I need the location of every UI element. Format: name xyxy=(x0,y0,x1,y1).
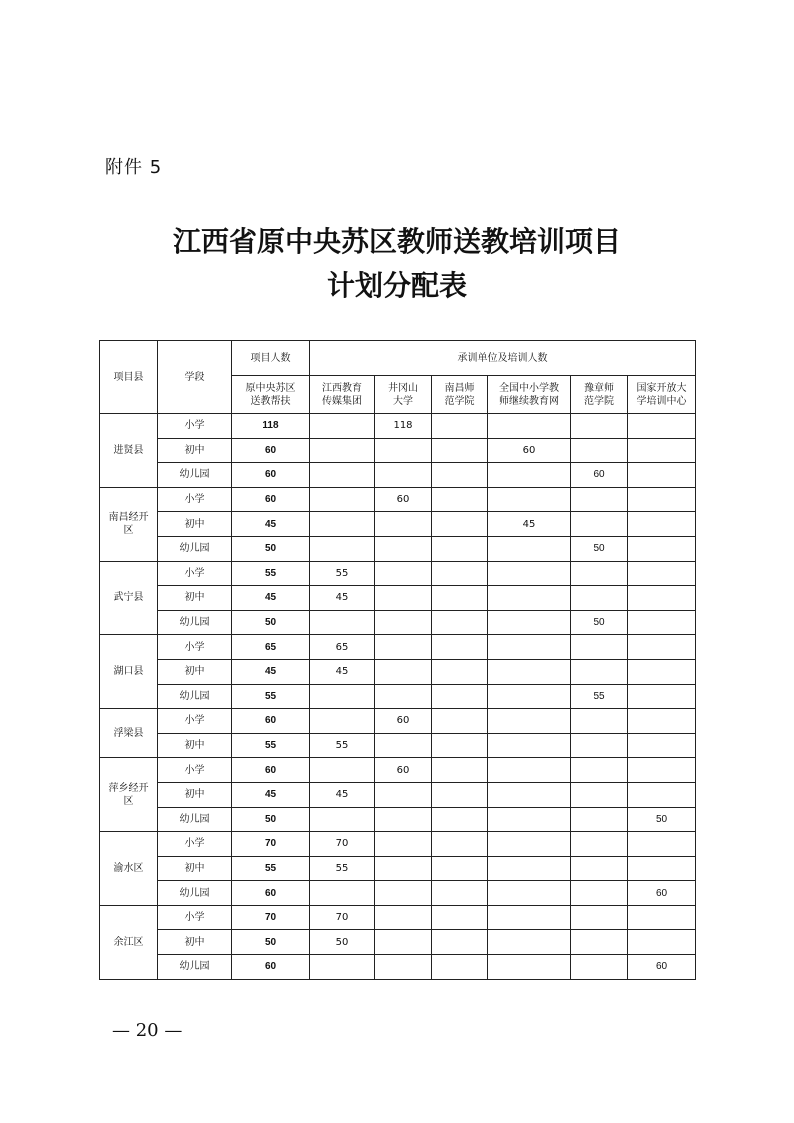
unit-count-cell xyxy=(375,536,432,561)
table-row xyxy=(100,586,696,611)
county-cell: 武宁县 xyxy=(100,561,158,635)
unit-count-cell xyxy=(432,758,488,783)
unit-count-cell: 65 xyxy=(310,635,375,660)
unit-count-cell xyxy=(375,659,432,684)
unit-count-cell xyxy=(310,684,375,709)
unit-count-cell xyxy=(488,930,571,955)
total-cell: 60 xyxy=(232,955,310,980)
unit-count-cell xyxy=(628,832,696,857)
unit-count-cell xyxy=(628,905,696,930)
header-count: 项目人数 xyxy=(232,341,310,376)
county-cell: 渝水区 xyxy=(100,832,158,906)
unit-count-cell xyxy=(628,635,696,660)
unit-count-cell: 45 xyxy=(310,782,375,807)
table-body xyxy=(100,414,696,980)
unit-count-cell: 50 xyxy=(310,930,375,955)
unit-count-cell xyxy=(571,635,628,660)
unit-count-cell: 70 xyxy=(310,905,375,930)
unit-count-cell xyxy=(375,610,432,635)
stage-cell: 小学 xyxy=(158,709,232,734)
unit-count-cell: 55 xyxy=(310,561,375,586)
unit-count-cell xyxy=(488,561,571,586)
unit-count-cell xyxy=(432,487,488,512)
unit-count-cell xyxy=(628,758,696,783)
table-row xyxy=(100,955,696,980)
unit-count-cell xyxy=(571,807,628,832)
unit-count-cell: 60 xyxy=(488,438,571,463)
unit-count-cell: 60 xyxy=(375,709,432,734)
county-cell: 萍乡经开 区 xyxy=(100,758,158,832)
county-cell: 余江区 xyxy=(100,905,158,979)
attachment-label: 附件 5 xyxy=(105,157,163,178)
total-cell: 45 xyxy=(232,659,310,684)
unit-count-cell: 50 xyxy=(571,536,628,561)
unit-count-cell xyxy=(310,955,375,980)
header-unit: 国家开放大 学培训中心 xyxy=(628,376,696,414)
unit-count-cell xyxy=(432,930,488,955)
county-cell: 湖口县 xyxy=(100,635,158,709)
unit-count-cell xyxy=(628,463,696,488)
unit-count-cell xyxy=(628,561,696,586)
total-cell: 55 xyxy=(232,856,310,881)
total-cell: 60 xyxy=(232,463,310,488)
total-cell: 50 xyxy=(232,930,310,955)
unit-count-cell xyxy=(488,635,571,660)
unit-count-cell xyxy=(375,635,432,660)
unit-count-cell: 45 xyxy=(310,586,375,611)
table-row xyxy=(100,758,696,783)
unit-count-cell xyxy=(432,733,488,758)
unit-count-cell xyxy=(628,414,696,439)
unit-count-cell xyxy=(488,905,571,930)
stage-cell: 初中 xyxy=(158,782,232,807)
unit-count-cell xyxy=(375,733,432,758)
unit-count-cell xyxy=(628,438,696,463)
unit-count-cell: 45 xyxy=(488,512,571,537)
table-row xyxy=(100,684,696,709)
unit-count-cell xyxy=(488,832,571,857)
unit-count-cell: 50 xyxy=(628,807,696,832)
unit-count-cell xyxy=(488,487,571,512)
stage-cell: 小学 xyxy=(158,832,232,857)
table-row xyxy=(100,561,696,586)
unit-count-cell: 70 xyxy=(310,832,375,857)
unit-count-cell xyxy=(375,463,432,488)
unit-count-cell xyxy=(571,758,628,783)
total-cell: 45 xyxy=(232,782,310,807)
table-row xyxy=(100,733,696,758)
unit-count-cell xyxy=(375,905,432,930)
unit-count-cell xyxy=(488,684,571,709)
unit-count-cell: 60 xyxy=(375,758,432,783)
stage-cell: 小学 xyxy=(158,758,232,783)
stage-cell: 初中 xyxy=(158,733,232,758)
unit-count-cell xyxy=(571,659,628,684)
total-cell: 70 xyxy=(232,832,310,857)
unit-count-cell xyxy=(571,955,628,980)
header-county: 项目县 xyxy=(100,341,158,414)
unit-count-cell xyxy=(432,832,488,857)
unit-count-cell xyxy=(310,758,375,783)
unit-count-cell: 55 xyxy=(571,684,628,709)
unit-count-cell xyxy=(432,782,488,807)
unit-count-cell xyxy=(432,905,488,930)
total-cell: 55 xyxy=(232,733,310,758)
header-stage: 学段 xyxy=(158,341,232,414)
unit-count-cell xyxy=(628,733,696,758)
county-cell: 浮梁县 xyxy=(100,709,158,758)
unit-count-cell xyxy=(375,955,432,980)
unit-count-cell xyxy=(488,881,571,906)
total-cell: 60 xyxy=(232,881,310,906)
unit-count-cell xyxy=(375,512,432,537)
table-row xyxy=(100,536,696,561)
total-cell: 65 xyxy=(232,635,310,660)
unit-count-cell xyxy=(375,856,432,881)
stage-cell: 小学 xyxy=(158,414,232,439)
unit-count-cell: 60 xyxy=(628,955,696,980)
county-cell: 南昌经开 区 xyxy=(100,487,158,561)
unit-count-cell xyxy=(310,512,375,537)
unit-count-cell xyxy=(488,807,571,832)
unit-count-cell xyxy=(432,955,488,980)
unit-count-cell xyxy=(571,832,628,857)
table-row xyxy=(100,512,696,537)
header-unit: 江西教育 传媒集团 xyxy=(310,376,375,414)
unit-count-cell xyxy=(432,684,488,709)
stage-cell: 小学 xyxy=(158,635,232,660)
total-cell: 55 xyxy=(232,684,310,709)
unit-count-cell xyxy=(571,512,628,537)
table-row xyxy=(100,709,696,734)
unit-count-cell xyxy=(571,905,628,930)
unit-count-cell xyxy=(432,881,488,906)
unit-count-cell xyxy=(432,610,488,635)
unit-count-cell xyxy=(375,881,432,906)
unit-count-cell xyxy=(571,930,628,955)
table-row xyxy=(100,930,696,955)
stage-cell: 幼儿园 xyxy=(158,881,232,906)
unit-count-cell xyxy=(628,536,696,561)
unit-count-cell xyxy=(571,881,628,906)
unit-count-cell xyxy=(432,561,488,586)
unit-count-cell xyxy=(310,610,375,635)
unit-count-cell: 55 xyxy=(310,733,375,758)
unit-count-cell xyxy=(628,930,696,955)
unit-count-cell xyxy=(488,758,571,783)
unit-count-cell xyxy=(488,463,571,488)
stage-cell: 小学 xyxy=(158,487,232,512)
header-unit: 豫章师 范学院 xyxy=(571,376,628,414)
unit-count-cell xyxy=(488,586,571,611)
unit-count-cell xyxy=(571,414,628,439)
total-cell: 60 xyxy=(232,758,310,783)
table-row xyxy=(100,487,696,512)
unit-count-cell xyxy=(432,463,488,488)
stage-cell: 初中 xyxy=(158,438,232,463)
header-unit: 南昌师 范学院 xyxy=(432,376,488,414)
unit-count-cell xyxy=(571,709,628,734)
total-cell: 118 xyxy=(232,414,310,439)
unit-count-cell xyxy=(432,659,488,684)
unit-count-cell xyxy=(432,414,488,439)
unit-count-cell xyxy=(432,512,488,537)
table-row xyxy=(100,610,696,635)
stage-cell: 幼儿园 xyxy=(158,807,232,832)
unit-count-cell xyxy=(310,536,375,561)
total-cell: 55 xyxy=(232,561,310,586)
unit-count-cell xyxy=(375,782,432,807)
unit-count-cell xyxy=(310,881,375,906)
unit-count-cell xyxy=(628,586,696,611)
unit-count-cell xyxy=(628,782,696,807)
unit-count-cell xyxy=(432,536,488,561)
stage-cell: 幼儿园 xyxy=(158,610,232,635)
unit-count-cell xyxy=(628,659,696,684)
unit-count-cell xyxy=(488,414,571,439)
table-row xyxy=(100,856,696,881)
header-unit: 全国中小学教 师继续教育网 xyxy=(488,376,571,414)
unit-count-cell xyxy=(628,684,696,709)
unit-count-cell xyxy=(310,438,375,463)
unit-count-cell xyxy=(375,561,432,586)
unit-count-cell xyxy=(571,561,628,586)
unit-count-cell xyxy=(432,807,488,832)
allocation-table xyxy=(99,340,696,980)
header-units: 承训单位及培训人数 xyxy=(310,341,696,376)
unit-count-cell xyxy=(310,414,375,439)
stage-cell: 小学 xyxy=(158,561,232,586)
unit-count-cell xyxy=(310,807,375,832)
unit-count-cell: 60 xyxy=(375,487,432,512)
unit-count-cell xyxy=(488,709,571,734)
table-row xyxy=(100,832,696,857)
unit-count-cell xyxy=(375,930,432,955)
unit-count-cell: 60 xyxy=(571,463,628,488)
unit-count-cell xyxy=(432,438,488,463)
unit-count-cell xyxy=(310,709,375,734)
unit-count-cell xyxy=(628,512,696,537)
unit-count-cell xyxy=(628,610,696,635)
table-row xyxy=(100,807,696,832)
total-cell: 50 xyxy=(232,610,310,635)
stage-cell: 初中 xyxy=(158,930,232,955)
stage-cell: 初中 xyxy=(158,659,232,684)
unit-count-cell xyxy=(488,955,571,980)
unit-count-cell xyxy=(432,856,488,881)
unit-count-cell xyxy=(488,536,571,561)
total-cell: 45 xyxy=(232,512,310,537)
unit-count-cell: 60 xyxy=(628,881,696,906)
unit-count-cell xyxy=(571,438,628,463)
total-cell: 50 xyxy=(232,807,310,832)
unit-count-cell xyxy=(432,709,488,734)
unit-count-cell: 55 xyxy=(310,856,375,881)
stage-cell: 幼儿园 xyxy=(158,955,232,980)
unit-count-cell xyxy=(432,635,488,660)
stage-cell: 幼儿园 xyxy=(158,536,232,561)
table-row xyxy=(100,881,696,906)
unit-count-cell xyxy=(571,782,628,807)
unit-count-cell xyxy=(628,487,696,512)
unit-count-cell xyxy=(571,487,628,512)
total-cell: 45 xyxy=(232,586,310,611)
total-cell: 70 xyxy=(232,905,310,930)
page-number: — 20 — xyxy=(112,1020,183,1041)
table-row xyxy=(100,438,696,463)
stage-cell: 幼儿园 xyxy=(158,463,232,488)
total-cell: 50 xyxy=(232,536,310,561)
unit-count-cell xyxy=(571,586,628,611)
total-cell: 60 xyxy=(232,438,310,463)
unit-count-cell xyxy=(375,684,432,709)
unit-count-cell xyxy=(628,709,696,734)
header-unit: 井冈山 大学 xyxy=(375,376,432,414)
unit-count-cell xyxy=(571,733,628,758)
unit-count-cell xyxy=(375,807,432,832)
stage-cell: 初中 xyxy=(158,512,232,537)
unit-count-cell xyxy=(432,586,488,611)
unit-count-cell xyxy=(375,832,432,857)
stage-cell: 初中 xyxy=(158,586,232,611)
unit-count-cell xyxy=(488,610,571,635)
unit-count-cell xyxy=(310,487,375,512)
unit-count-cell xyxy=(488,856,571,881)
stage-cell: 幼儿园 xyxy=(158,684,232,709)
unit-count-cell xyxy=(488,782,571,807)
table-row xyxy=(100,463,696,488)
unit-count-cell: 50 xyxy=(571,610,628,635)
table-row xyxy=(100,782,696,807)
unit-count-cell xyxy=(310,463,375,488)
stage-cell: 小学 xyxy=(158,905,232,930)
county-cell: 进贤县 xyxy=(100,414,158,488)
header-subsidy: 原中央苏区 送教帮扶 xyxy=(232,376,310,414)
table-row xyxy=(100,659,696,684)
unit-count-cell xyxy=(375,586,432,611)
unit-count-cell xyxy=(375,438,432,463)
total-cell: 60 xyxy=(232,709,310,734)
unit-count-cell xyxy=(571,856,628,881)
stage-cell: 初中 xyxy=(158,856,232,881)
total-cell: 60 xyxy=(232,487,310,512)
unit-count-cell: 118 xyxy=(375,414,432,439)
unit-count-cell xyxy=(488,659,571,684)
unit-count-cell xyxy=(628,856,696,881)
table-row xyxy=(100,414,696,439)
document-subtitle: 计划分配表 xyxy=(326,269,467,302)
unit-count-cell xyxy=(488,733,571,758)
table-row xyxy=(100,905,696,930)
table-row xyxy=(100,635,696,660)
unit-count-cell: 45 xyxy=(310,659,375,684)
document-title: 江西省原中央苏区教师送教培训项目 xyxy=(172,225,621,258)
